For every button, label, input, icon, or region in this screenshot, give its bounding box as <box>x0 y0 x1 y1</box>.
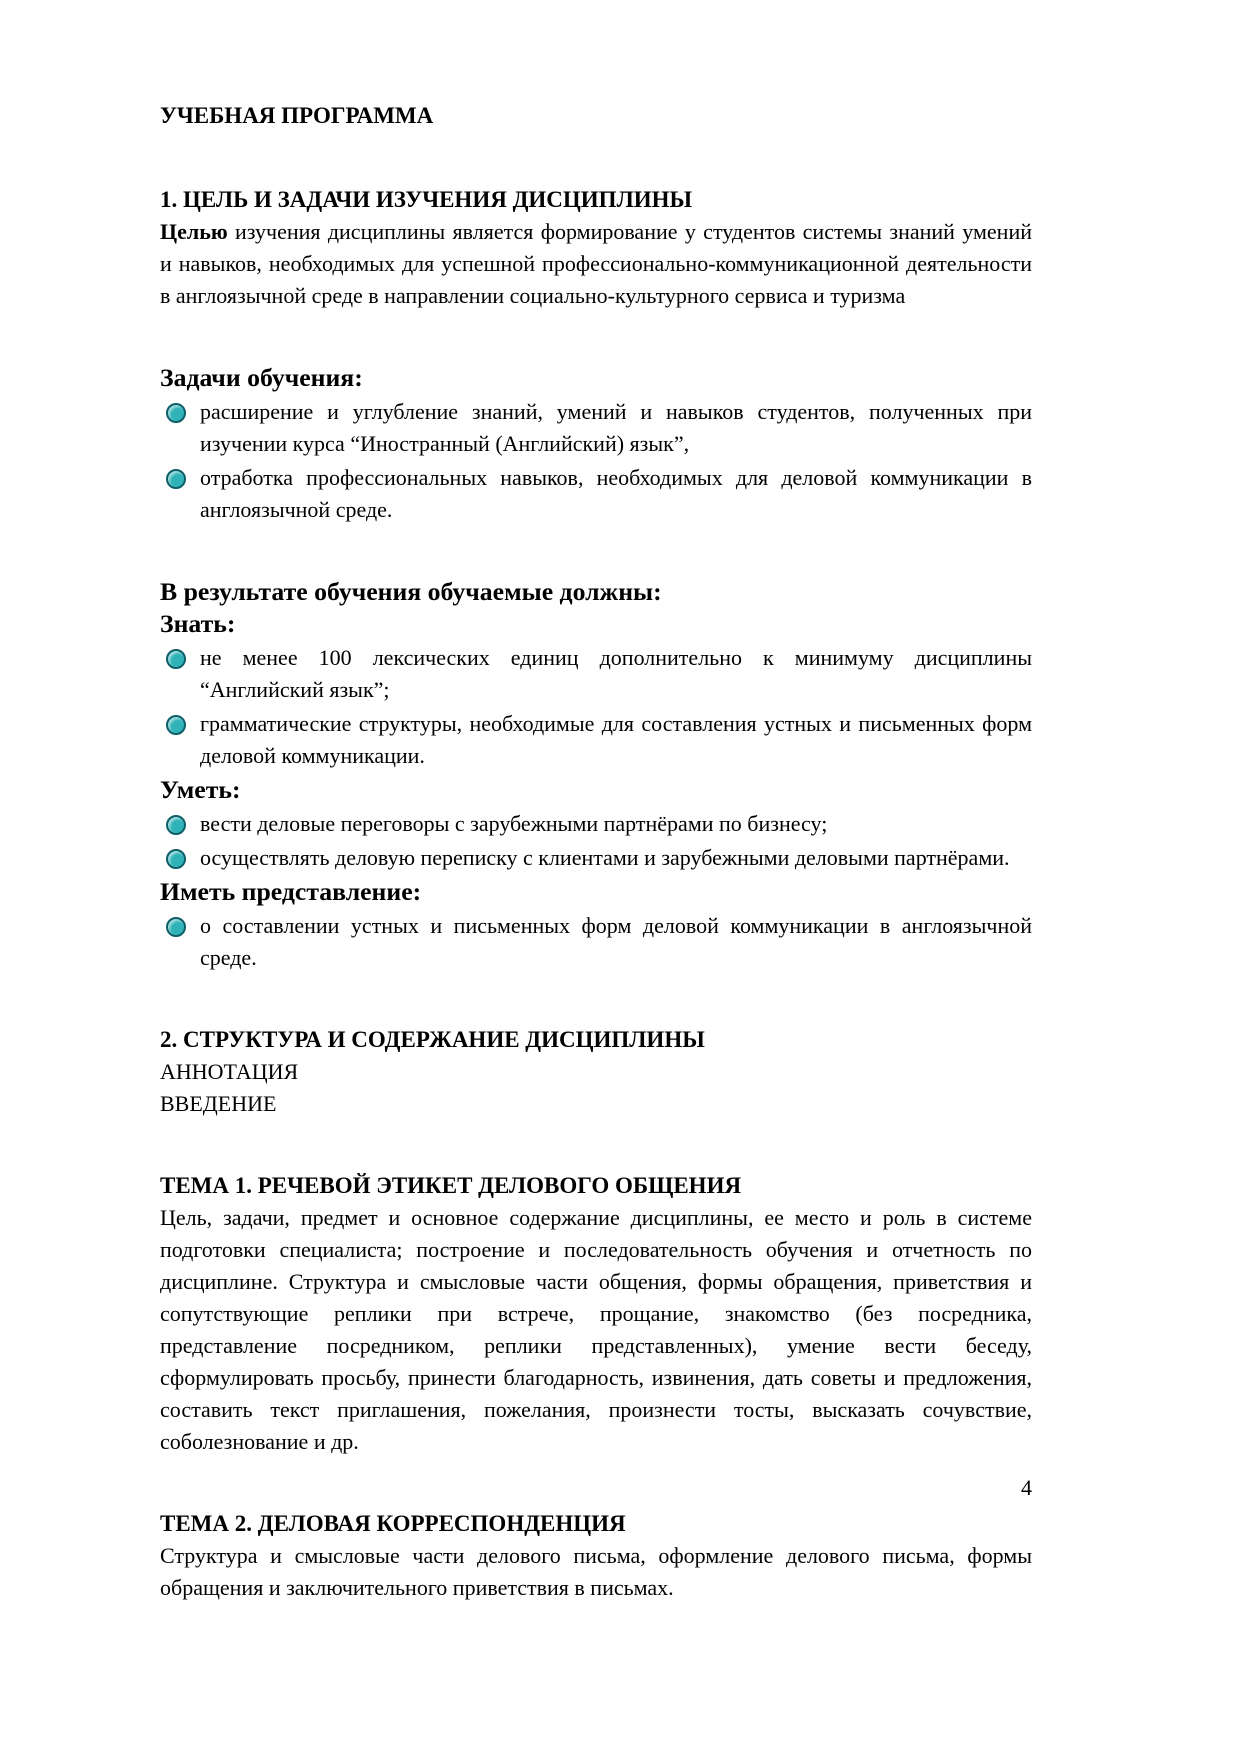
know-heading: Знать: <box>160 609 236 638</box>
bullet-icon <box>166 849 186 869</box>
list-item-text: не менее 100 лексических единиц дополнительно к минимуму дисциплины “Английский язык”; <box>200 645 1032 702</box>
bullet-icon <box>166 403 186 423</box>
list-item <box>160 842 1032 874</box>
bullet-icon <box>166 917 186 937</box>
know-list <box>160 642 1032 772</box>
doc-title: УЧЕБНАЯ ПРОГРАММА <box>160 103 434 128</box>
list-item <box>160 462 1032 526</box>
able-heading: Уметь: <box>160 775 241 804</box>
idea-heading: Иметь представление: <box>160 877 422 906</box>
result-heading: В результате обучения обучаемые должны: <box>160 577 662 606</box>
bullet-icon <box>166 715 186 735</box>
able-list <box>160 808 1032 874</box>
tasks-heading: Задачи обучения: <box>160 363 363 392</box>
idea-list <box>160 910 1032 974</box>
bullet-icon <box>166 649 186 669</box>
introduction-line: ВВЕДЕНИЕ <box>160 1091 277 1116</box>
list-item-text: о составлении устных и письменных форм деловой коммуникации в англоязычной среде. <box>200 913 1032 970</box>
theme1-body: Цель, задачи, предмет и основное содержание дисциплины, ее место и роль в системе подготовки специалиста; построение и последовательность обучения и отчетность по дисциплине. Структура и смысловые части общения, формы обращения, приветствия и сопутствующие реплики при встрече, прощание, знакомство (без посредника, представление посредником, реплики представленных), умение вести беседу, сформулировать просьбу, принести благодарность, извинения, дать советы и предложения, составить текст приглашения, пожелания, произнести тосты, высказать сочувствие, соболезнование и др. <box>160 1205 1032 1454</box>
list-item-text: грамматические структуры, необходимые для составления устных и письменных форм деловой коммуникации. <box>200 711 1032 768</box>
section1-heading: 1. ЦЕЛЬ И ЗАДАЧИ ИЗУЧЕНИЯ ДИСЦИПЛИНЫ <box>160 187 693 212</box>
theme2-body: Структура и смысловые части делового письма, оформление делового письма, формы обращения и заключительного приветствия в письмах. <box>160 1543 1032 1600</box>
theme2-heading: ТЕМА 2. ДЕЛОВАЯ КОРРЕСПОНДЕНЦИЯ <box>160 1511 626 1536</box>
list-item <box>160 396 1032 460</box>
annotation-line: АННОТАЦИЯ <box>160 1059 299 1084</box>
list-item <box>160 642 1032 706</box>
section1-intro-paragraph <box>160 216 1032 312</box>
list-item <box>160 808 1032 840</box>
bullet-icon <box>166 469 186 489</box>
tasks-list <box>160 396 1032 526</box>
list-item-text: отработка профессиональных навыков, необходимых для деловой коммуникации в англоязычной среде. <box>200 465 1032 522</box>
list-item-text: расширение и углубление знаний, умений и навыков студентов, полученных при изучении курса “Иностранный (Английский) язык”, <box>200 399 1032 456</box>
theme1-heading: ТЕМА 1. РЕЧЕВОЙ ЭТИКЕТ ДЕЛОВОГО ОБЩЕНИЯ <box>160 1173 742 1198</box>
list-item <box>160 910 1032 974</box>
document-page <box>160 100 1032 1604</box>
list-item <box>160 708 1032 772</box>
page-number: 4 <box>1021 1475 1032 1500</box>
intro-lead-word: Целью <box>160 219 228 244</box>
intro-paragraph-text: изучения дисциплины является формирование у студентов системы знаний умений и навыков, необходимых для успешной профессионально-коммуникационной деятельности в англоязычной среде в направлении социально-культурного сервиса и туризма <box>160 219 1032 308</box>
section2-heading: 2. СТРУКТУРА И СОДЕРЖАНИЕ ДИСЦИПЛИНЫ <box>160 1027 705 1052</box>
list-item-text: осуществлять деловую переписку с клиентами и зарубежными деловыми партнёрами. <box>200 845 1010 870</box>
bullet-icon <box>166 815 186 835</box>
list-item-text: вести деловые переговоры с зарубежными партнёрами по бизнесу; <box>200 811 828 836</box>
